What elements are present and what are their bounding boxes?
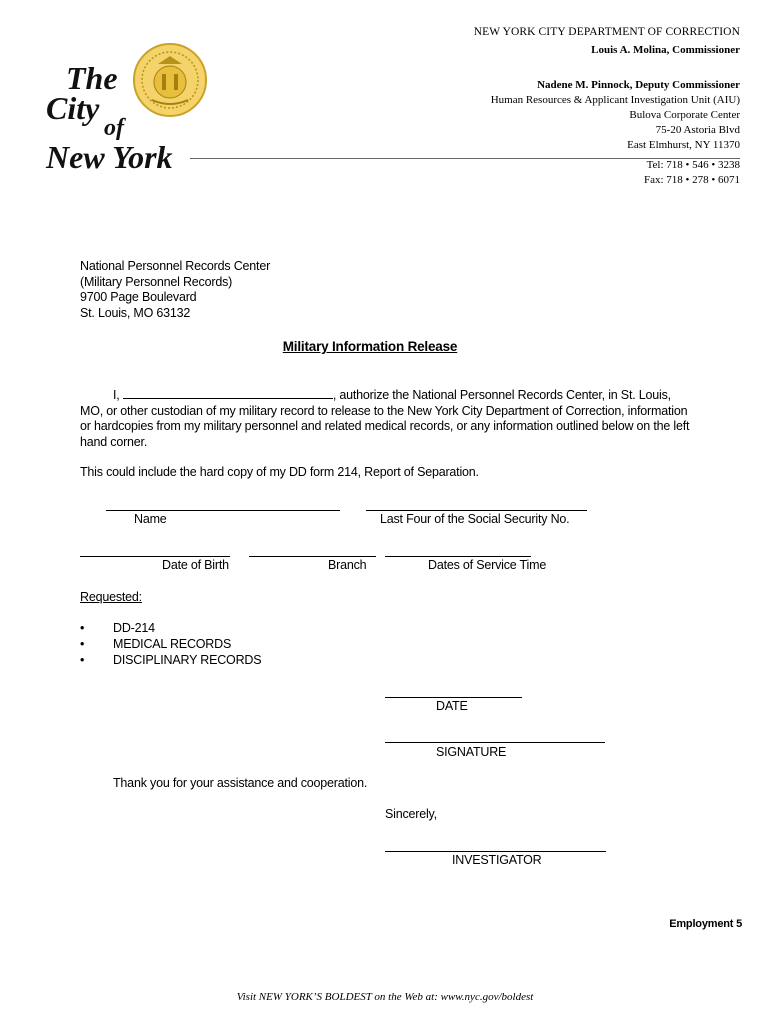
dd214-paragraph: This could include the hard copy of my DD form 214, Report of Separation. — [80, 465, 479, 479]
date-line[interactable] — [385, 697, 522, 698]
ssn-line[interactable] — [366, 510, 587, 511]
recipient-address — [80, 259, 270, 321]
requested-label: Requested: — [80, 590, 142, 604]
paragraph-line-4: hand corner. — [80, 434, 148, 449]
department-name: NEW YORK CITY DEPARTMENT OF CORRECTION — [473, 26, 740, 38]
address-line-2: 75-20 Astoria Blvd — [655, 124, 740, 136]
service-line[interactable] — [385, 556, 531, 557]
telephone: Tel: 718 • 546 • 3238 — [646, 159, 740, 171]
investigator-line[interactable] — [385, 851, 606, 852]
thank-you-text: Thank you for your assistance and cooperation. — [113, 776, 368, 790]
list-item: • MEDICAL RECORDS — [80, 636, 261, 652]
address-line-3: East Elmhurst, NY 11370 — [627, 139, 740, 151]
dob-label: Date of Birth — [162, 558, 229, 572]
list-item: • DD-214 — [80, 620, 261, 636]
logo-city: City — [46, 90, 100, 126]
fax: Fax: 718 • 278 • 6071 — [643, 174, 740, 186]
investigator-label: INVESTIGATOR — [452, 853, 542, 867]
document-title: Military Information Release — [282, 339, 458, 354]
commissioner: Louis A. Molina, Commissioner — [591, 44, 740, 56]
date-label: DATE — [436, 699, 468, 713]
signature-line[interactable] — [385, 742, 605, 743]
deputy-commissioner: Nadene M. Pinnock, Deputy Commissioner — [537, 79, 740, 91]
unit-name: Human Resources & Applicant Investigation Unit (AIU) — [490, 94, 740, 106]
name-blank-field[interactable] — [123, 388, 333, 399]
sincerely-text: Sincerely, — [385, 807, 437, 821]
branch-label: Branch — [328, 558, 367, 572]
ssn-label: Last Four of the Social Security No. — [380, 512, 570, 526]
nyc-seal-icon — [132, 42, 208, 118]
footer-text: Visit NEW YORK’S BOLDEST on the Web at: www.nyc.gov/boldest — [236, 991, 534, 1003]
form-id: Employment 5 — [669, 918, 742, 930]
paragraph-line-3: or hardcopies from my military personnel and related medical records, or any information outlined below on the left — [80, 419, 690, 433]
recipient-line-4: St. Louis, MO 63132 — [80, 305, 191, 320]
logo-the: The — [66, 60, 118, 96]
logo-new-york: New York — [46, 139, 173, 175]
paragraph-line-2: MO, or other custodian of my military record to release to the New York City Department of Correction, information — [80, 403, 688, 418]
paragraph-start: I, — [113, 388, 123, 402]
authorization-paragraph — [80, 388, 690, 450]
signature-label: SIGNATURE — [436, 745, 507, 759]
paragraph-line-1 — [80, 388, 680, 404]
city-logo — [40, 40, 210, 180]
recipient-line-3: 9700 Page Boulevard — [80, 290, 197, 304]
letterhead — [474, 25, 740, 188]
recipient-line-1: National Personnel Records Center — [80, 259, 271, 273]
service-label: Dates of Service Time — [428, 558, 547, 572]
logo-of: of — [104, 115, 124, 141]
recipient-line-2: (Military Personnel Records) — [80, 274, 233, 289]
branch-line[interactable] — [249, 556, 376, 557]
address-line-1: Bulova Corporate Center — [629, 109, 740, 121]
list-item: • DISCIPLINARY RECORDS — [80, 652, 261, 668]
name-label: Name — [134, 512, 167, 526]
requested-list — [80, 620, 261, 668]
name-line[interactable] — [106, 510, 340, 511]
header-divider — [190, 158, 740, 159]
paragraph-end: , authorize the National Personnel Records Center, in St. Louis, — [332, 388, 671, 402]
dob-line[interactable] — [80, 556, 230, 557]
